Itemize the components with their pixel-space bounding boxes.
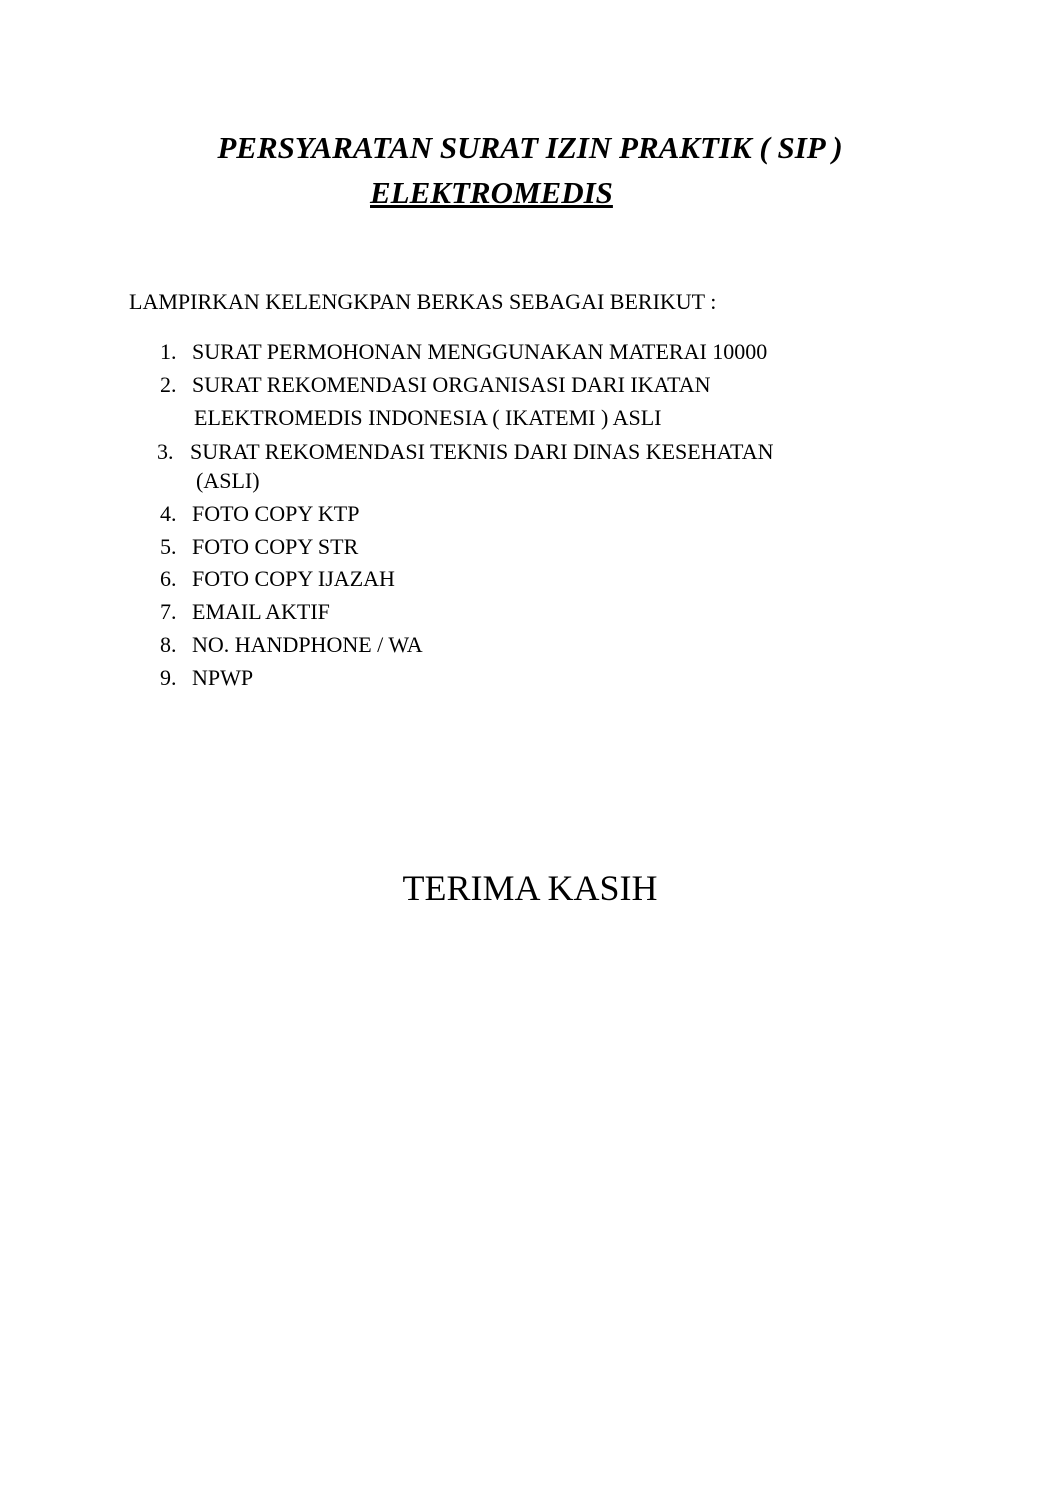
- list-item-number: 4.: [160, 501, 177, 526]
- list-item-number: 2.: [160, 372, 177, 397]
- list-item-text: NO. HANDPHONE / WA: [192, 632, 423, 657]
- list-item-number: 5.: [160, 534, 177, 559]
- document-subtitle: ELEKTROMEDIS: [370, 175, 613, 210]
- list-item-text-continued: (ASLI): [196, 468, 260, 493]
- list-item-number: 3.: [157, 439, 174, 464]
- intro-text: LAMPIRKAN KELENGKPAN BERKAS SEBAGAI BERIKUT :: [129, 289, 717, 314]
- list-item-text: FOTO COPY KTP: [192, 501, 360, 526]
- closing-text: TERIMA KASIH: [402, 868, 658, 908]
- list-item-number: 1.: [160, 339, 177, 364]
- document-title: PERSYARATAN SURAT IZIN PRAKTIK ( SIP ): [217, 130, 843, 165]
- list-item-text: SURAT REKOMENDASI ORGANISASI DARI IKATAN: [192, 372, 711, 397]
- list-item-text-continued: ELEKTROMEDIS INDONESIA ( IKATEMI ) ASLI: [194, 405, 662, 430]
- list-item-text: SURAT PERMOHONAN MENGGUNAKAN MATERAI 10000: [192, 339, 768, 364]
- list-item-text: NPWP: [192, 665, 254, 690]
- list-item-text: FOTO COPY STR: [192, 534, 359, 559]
- list-item-number: 8.: [160, 632, 177, 657]
- list-item-text: SURAT REKOMENDASI TEKNIS DARI DINAS KESEHATAN: [190, 439, 774, 464]
- list-item-text: FOTO COPY IJAZAH: [192, 566, 395, 591]
- list-item-number: 9.: [160, 665, 177, 690]
- list-item-number: 6.: [160, 566, 177, 591]
- list-item-text: EMAIL AKTIF: [192, 599, 330, 624]
- list-item-number: 7.: [160, 599, 177, 624]
